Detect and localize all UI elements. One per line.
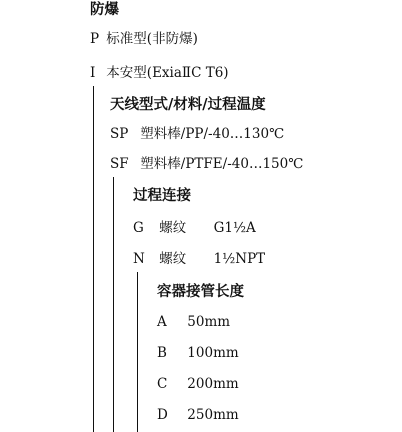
option-code: G	[133, 220, 144, 236]
option-text: 塑料棒/PTFE/-40…150℃	[140, 156, 304, 172]
explosion-heading: 防爆	[90, 1, 119, 18]
process-connection-option-n	[133, 253, 265, 267]
option-code: SP	[110, 126, 129, 142]
tree-connector-line	[113, 177, 114, 432]
option-code: C	[157, 376, 168, 392]
option-text: 标准型(非防爆)	[106, 31, 198, 47]
option-spec: G1½A	[213, 220, 256, 236]
option-text: 200mm	[187, 376, 239, 392]
option-code: SF	[110, 156, 129, 172]
option-text: 本安型(ExiaⅡC T6)	[106, 65, 229, 81]
option-text: 100mm	[187, 345, 239, 361]
antenna-option-sp	[110, 128, 284, 142]
option-code: B	[157, 345, 167, 361]
nozzle-length-option-d	[157, 409, 239, 423]
option-code: I	[90, 65, 96, 81]
tree-connector-line	[93, 86, 94, 432]
option-text: 250mm	[187, 407, 239, 423]
antenna-heading: 天线型式/材料/过程温度	[110, 96, 266, 113]
option-desc: 螺纹	[159, 220, 187, 236]
option-code: A	[157, 314, 167, 330]
explosion-option-p	[90, 33, 198, 47]
tree-connector-line	[137, 272, 138, 432]
nozzle-length-option-a	[157, 316, 230, 330]
nozzle-length-option-b	[157, 347, 239, 361]
option-spec: 1½NPT	[213, 251, 266, 267]
process-connection-option-g	[133, 222, 256, 236]
option-code: N	[133, 251, 145, 267]
process-connection-heading: 过程连接	[133, 187, 191, 204]
nozzle-length-option-c	[157, 378, 239, 392]
option-desc: 螺纹	[159, 251, 187, 267]
explosion-option-i	[90, 67, 229, 81]
option-code: D	[157, 407, 168, 423]
option-text: 50mm	[187, 314, 231, 330]
nozzle-length-heading: 容器接管长度	[157, 283, 244, 300]
option-text: 塑料棒/PP/-40…130℃	[140, 126, 285, 142]
antenna-option-sf	[110, 158, 303, 172]
option-code: P	[90, 31, 100, 47]
